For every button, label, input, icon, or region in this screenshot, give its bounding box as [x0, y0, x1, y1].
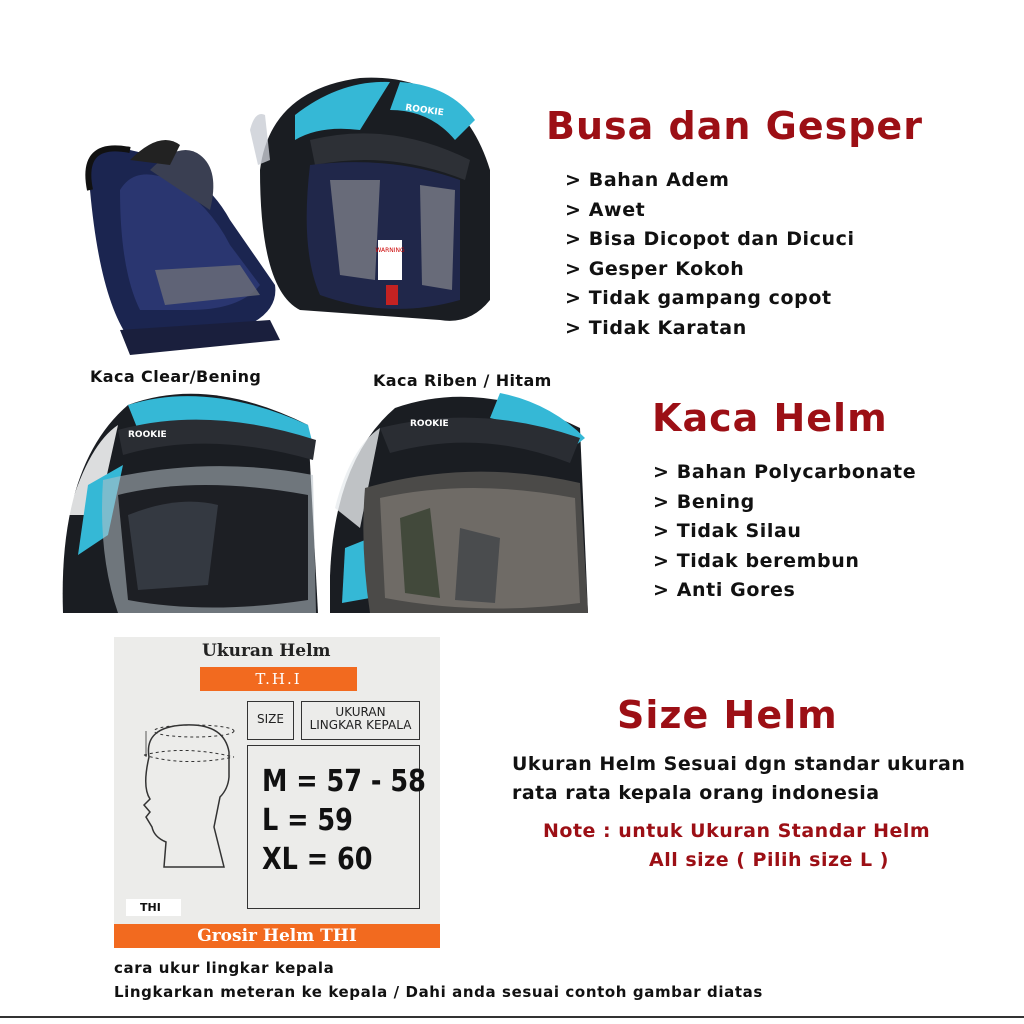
- size-section-title: Size Helm: [617, 693, 838, 737]
- helmet-open-image: [250, 78, 490, 321]
- head-measure-illustration: [124, 717, 249, 877]
- riben-visor-helmet-photo: [330, 388, 588, 613]
- size-description-line-2: rata rata kepala orang indonesia: [512, 782, 880, 804]
- size-xl-value: XL = 60: [262, 842, 373, 877]
- busa-feature-list: [565, 166, 855, 343]
- list-item: > Bahan Polycarbonate: [653, 461, 917, 483]
- list-item: > Gesper Kokoh: [565, 257, 745, 280]
- helmet-brand-label: ROOKIE: [404, 103, 445, 119]
- size-chart-title: Ukuran Helm: [202, 641, 331, 661]
- size-column-label: SIZE: [257, 712, 284, 726]
- helmet-liner-photo: [60, 70, 500, 360]
- bottom-divider: [0, 1016, 1024, 1018]
- list-item: > Awet: [565, 198, 646, 221]
- list-item: > Tidak Silau: [653, 520, 802, 542]
- list-item: > Tidak Karatan: [565, 316, 747, 339]
- ukuran-column-label: UKURAN: [335, 705, 386, 719]
- size-table-header-size: [247, 701, 294, 740]
- list-item: > Bening: [653, 490, 755, 513]
- helmet-brand-label: ROOKIE: [128, 430, 167, 440]
- helmet-liner-image: [88, 140, 280, 355]
- lingkar-kepala-column-label: LINGKAR KEPALA: [309, 718, 412, 732]
- list-item: > Bahan Adem: [565, 169, 730, 191]
- size-note-line-2: All size ( Pilih size L ): [649, 849, 889, 871]
- thi-tag: THI: [126, 899, 181, 916]
- riben-visor-caption: Kaca Riben / Hitam: [373, 371, 552, 390]
- size-values-box: [247, 745, 426, 909]
- size-chart-subtitle: T.H.I: [200, 667, 357, 691]
- list-item: > Bisa Dicopot dan Dicuci: [565, 228, 855, 250]
- busa-section-title: Busa dan Gesper: [546, 104, 923, 148]
- helmet-brand-label: ROOKIE: [410, 419, 449, 429]
- size-description-line-1: Ukuran Helm Sesuai dgn standar ukuran: [512, 753, 966, 775]
- list-item: > Anti Gores: [653, 579, 796, 601]
- kaca-feature-list: [653, 458, 916, 606]
- measure-instruction-title: cara ukur lingkar kepala: [114, 959, 335, 977]
- size-table-header-ukuran: [301, 701, 420, 740]
- clear-visor-helmet-photo: [58, 385, 320, 613]
- kaca-section-title: Kaca Helm: [652, 396, 888, 440]
- size-l-value: L = 59: [262, 803, 353, 838]
- size-m-value: M = 57 - 58: [262, 764, 426, 799]
- list-item: > Tidak berembun: [653, 549, 860, 572]
- size-chart-card: [114, 637, 440, 948]
- liner-warning-label: WARNING: [375, 247, 405, 254]
- list-item: > Tidak gampang copot: [565, 287, 832, 309]
- measure-instruction-text: Lingkarkan meteran ke kepala / Dahi anda sesuai contoh gambar diatas: [114, 983, 763, 1001]
- clear-visor-caption: Kaca Clear/Bening: [90, 367, 262, 386]
- size-note-line-1: Note : untuk Ukuran Standar Helm: [543, 820, 931, 842]
- size-chart-footer: Grosir Helm THI: [114, 924, 440, 948]
